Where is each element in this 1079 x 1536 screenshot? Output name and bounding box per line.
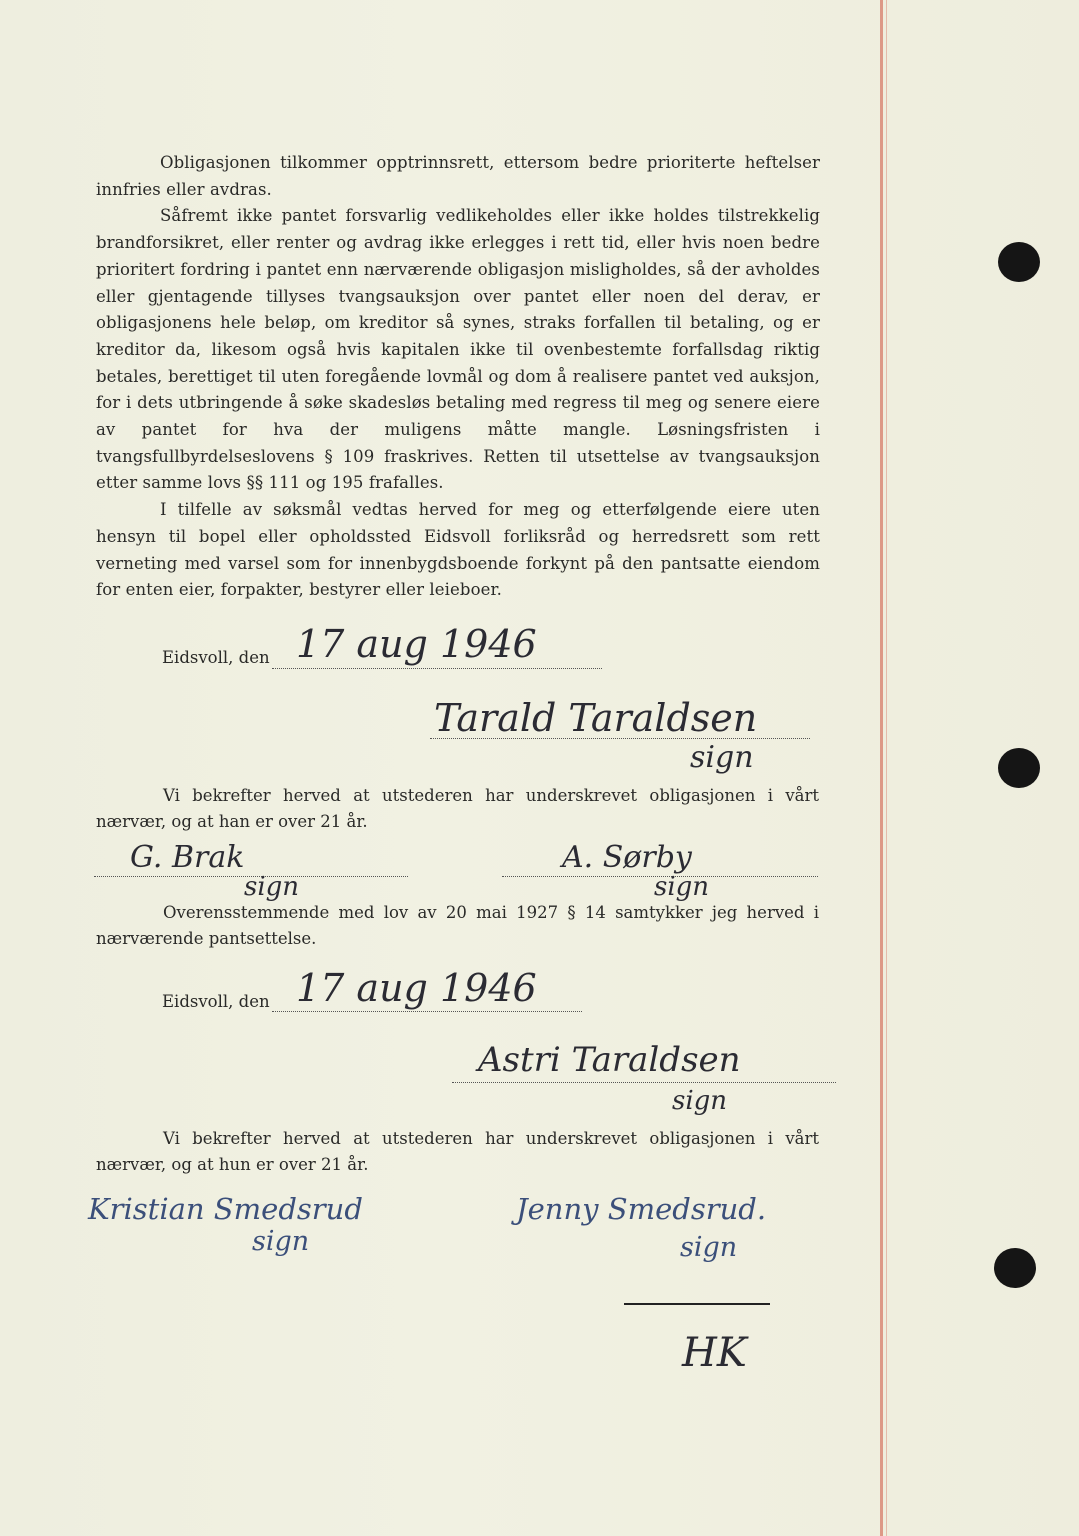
handwritten-initials: HK [682,1330,747,1376]
sign-mark: sign [654,872,710,902]
punch-hole-icon [998,242,1040,282]
sign-mark: sign [672,1086,728,1116]
date-dotted-line [272,1011,582,1012]
margin-rule [880,0,883,1536]
witness-right-signature: A. Sørby [562,840,692,875]
consent-line-1: Overensstemmende med lov av 20 mai 1927 § 14 samtykker jeg herved i [163,903,819,922]
witness-right-signature: Jenny Smedsrud. [516,1192,767,1226]
paragraph-opptrinnsrett: Obligasjonen tilkommer opptrinnsrett, ettersom bedre prioriterte heftelser innfries eller avdras. [96,153,820,199]
handwritten-signature: Astri Taraldsen [478,1040,741,1080]
sign-mark: sign [252,1226,310,1257]
witness-statement-line-1: Vi bekrefter herved at utstederen har underskrevet obligasjonen i vårt [163,1129,819,1148]
sign-mark: sign [690,740,754,775]
witness-left-signature: G. Brak [130,840,245,875]
witness-statement-line-2: nærvær, og at hun er over 21 år. [96,1155,369,1174]
paragraph-verneting: I tilfelle av søksmål vedtas herved for meg og etterfølgende eiere uten hensyn til bopel eller opholdssted Eidsvoll forliksråd og herredsrett som rett verneting med varsel som for innenbygdsboende forkynt på den pantsatte eiendom for enten eier, forpakter, bestyrer eller leieboer. [96,500,820,600]
paragraph-forfall: Såfremt ikke pantet forsvarlig vedlikeholdes eller ikke holdes tilstrekkelig brandforsikret, eller renter og avdrag ikke erlegges i rett tid, eller hvis noen bedre prioritert fordring i pantet enn nærværende obligasjon misligholdes, så der avholdes eller gjentagende tillyses tvangsauksjon over pantet eller noen del derav, er obligasjonens hele beløp, om kreditor så synes, straks forfallen til betaling, og er kreditor da, likesom også hvis kapitalen ikke til ovenbestemte forfallsdag riktig betales, berettiget til uten foregående lovmål og dom å realisere pantet ved auksjon, for i dets utbringende å søke skadesløs betaling med regress til meg og senere eiere av pantet for hva der muligens måtte mangle. Løsningsfristen i tvangsfullbyrdelseslovens § 109 fraskrives. Retten til utsettelse av tvangsauksjon etter samme lovs §§ 111 og 195 frafalles. [96,206,820,493]
witness-statement-line-1: Vi bekrefter herved at utstederen har underskrevet obligasjonen i vårt [163,786,819,805]
place-date-label: Eidsvoll, den [162,648,270,667]
signature-dotted-line [452,1082,836,1083]
place-date-label: Eidsvoll, den [162,992,270,1011]
consent-line-2: nærværende pantsettelse. [96,929,317,948]
margin-rule-secondary [886,0,887,1536]
handwritten-date: 17 aug 1946 [296,966,537,1010]
punch-hole-icon [998,748,1040,788]
witness-left-signature: Kristian Smedsrud [88,1192,363,1226]
body-text [96,150,820,604]
punch-hole-icon [994,1248,1036,1288]
date-dotted-line [272,668,602,669]
witness-statement-line-2: nærvær, og at han er over 21 år. [96,812,368,831]
sign-mark: sign [244,872,300,902]
closing-rule [624,1303,770,1305]
sign-mark: sign [680,1232,738,1263]
handwritten-date: 17 aug 1946 [296,622,537,666]
handwritten-signature: Tarald Taraldsen [434,696,758,740]
